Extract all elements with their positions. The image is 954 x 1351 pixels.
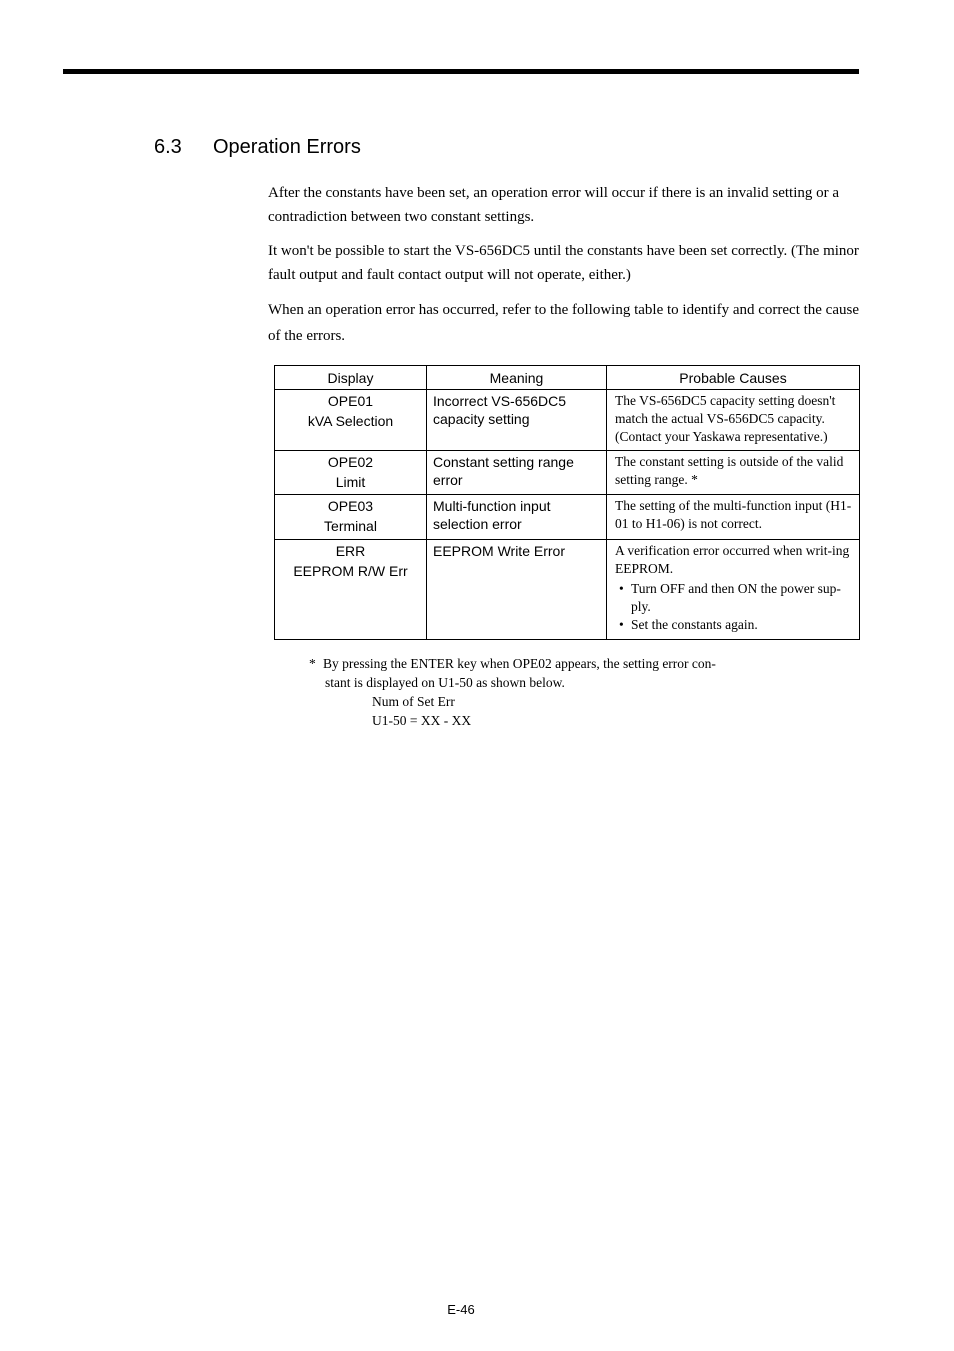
- section-title: Operation Errors: [213, 136, 361, 158]
- display-code: ERR: [335, 543, 366, 559]
- operation-errors-table: [274, 365, 860, 640]
- header-rule: [63, 69, 859, 74]
- cause-bullet: • Set the constants again.: [618, 616, 853, 634]
- section-number: 6.3: [154, 136, 182, 158]
- page-number: E-46: [447, 1302, 475, 1317]
- display-cell: [275, 540, 427, 640]
- display-cell: [275, 495, 427, 540]
- display-code: OPE03: [327, 498, 374, 514]
- meaning-cell: Constant setting range error: [427, 451, 607, 495]
- paragraph: After the constants have been set, an operation error will occur if there is an invalid setting or a contradiction between two constant settings.: [268, 185, 840, 225]
- cause-text: A verification error occurred when writ-ing EEPROM.: [615, 543, 850, 576]
- display-name: Terminal: [324, 518, 377, 534]
- display-cell: [275, 390, 427, 451]
- cause-cell: The VS-656DC5 capacity setting doesn't match the actual VS-656DC5 capacity. (Contact your Yaskawa representative.): [607, 390, 860, 451]
- cause-cell: [607, 540, 860, 640]
- cause-bullet: • Turn OFF and then ON the power sup-ply.: [618, 580, 853, 616]
- display-name: Limit: [335, 474, 366, 490]
- display-name: EEPROM R/W Err: [293, 563, 408, 579]
- paragraph: It won't be possible to start the VS-656DC5 until the constants have been set correctly. (The minor fault output and fault contact output will not operate, either.): [268, 243, 859, 283]
- footnote: [309, 654, 716, 730]
- table-row: [275, 495, 860, 540]
- cause-bullet-list: [615, 580, 853, 634]
- footnote-line: stant is displayed on U1-50 as shown below.: [325, 675, 565, 690]
- meaning-cell: Incorrect VS-656DC5 capacity setting: [427, 390, 607, 451]
- footnote-mark: *: [309, 656, 316, 671]
- display-name: kVA Selection: [307, 413, 394, 429]
- cause-cell: The constant setting is outside of the valid setting range. *: [607, 451, 860, 495]
- header-causes: Probable Causes: [607, 366, 860, 390]
- section-heading: [154, 134, 361, 160]
- footnote-line: Num of Set Err: [372, 694, 455, 709]
- cause-cell: The setting of the multi-function input (H1-01 to H1-06) is not correct.: [607, 495, 860, 540]
- footnote-line: By pressing the ENTER key when OPE02 appears, the setting error con-: [323, 656, 716, 671]
- table-row: [275, 451, 860, 495]
- meaning-cell: Multi-function input selection error: [427, 495, 607, 540]
- header-meaning: Meaning: [427, 366, 607, 390]
- footnote-line: U1-50 = XX - XX: [372, 713, 472, 728]
- table-header-row: [275, 366, 860, 390]
- meaning-cell: EEPROM Write Error: [427, 540, 607, 640]
- display-cell: [275, 451, 427, 495]
- paragraph: When an operation error has occurred, refer to the following table to identify and correct the cause of the errors.: [268, 302, 859, 344]
- display-code: OPE02: [327, 454, 374, 470]
- header-display: Display: [275, 366, 427, 390]
- body-text: [268, 181, 860, 359]
- table-row: [275, 540, 860, 640]
- display-code: OPE01: [327, 393, 374, 409]
- table-row: [275, 390, 860, 451]
